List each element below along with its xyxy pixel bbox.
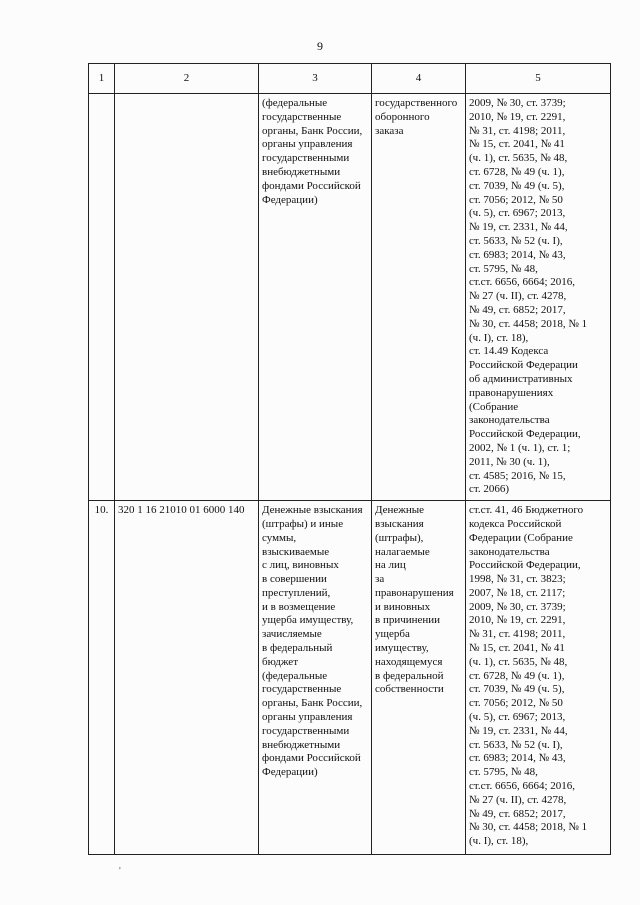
budget-code-cell: 320 1 16 21010 01 6000 140 (115, 501, 259, 855)
page-number: 9 (317, 39, 323, 53)
header-col-1: 1 (89, 64, 115, 94)
table-header-row (89, 64, 611, 94)
legal-basis-cell: 2009, № 30, ст. 3739; 2010, № 19, ст. 2291, № 31, ст. 4198; 2011, № 15, ст. 2041, № 41 (ч. 1), ст. 5635, № 48, ст. 6728, № 49 (ч. 1), ст. 7039, № 49 (ч. 5), ст. 7056; 2012, № 50 (ч. 5), ст. 6967; 2013, № 19, ст. 2331, № 44, ст. 5633, № 52 (ч. I), ст. 6983; 2014, № 43, ст. 5795, № 48, ст.ст. 6656, 6664; 2016, № 27 (ч. II), ст. 4278, № 49, ст. 6852; 2017, № 30, ст. 4458; 2018, № 1 (ч. I), ст. 18), ст. 14.49 Кодекса Российской Федерации об административных правонарушениях (Собрание законодательства Российской Федерации, 2002, № 1 (ч. 1), ст. 1; 2011, № 30 (ч. 1), ст. 4585; 2016, № 15, ст. 2066) (466, 94, 611, 501)
revenue-name-cell: (федеральные государственные органы, Банк России, органы управления государственными внебюджетными фондами Российской Федерации) (259, 94, 372, 501)
revenue-name-cell: Денежные взыскания (штрафы) и иные суммы, взыскиваемые с лиц, виновных в совершении преступлений, и в возмещение ущерба имуществу, зачисляемые в федеральный бюджет (федеральные государственные органы, Банк России, органы управления государственными внебюджетными фондами Российской Федерации) (259, 501, 372, 855)
header-col-5: 5 (466, 64, 611, 94)
header-col-2: 2 (115, 64, 259, 94)
header-col-4: 4 (372, 64, 466, 94)
table-row (89, 94, 611, 501)
legal-basis-cell: ст.ст. 41, 46 Бюджетного кодекса Российской Федерации (Собрание законодательства Российской Федерации, 1998, № 31, ст. 3823; 2007, № 18, ст. 2117; 2009, № 30, ст. 3739; 2010, № 19, ст. 2291, № 31, ст. 4198; 2011, № 15, ст. 2041, № 41 (ч. 1), ст. 5635, № 48, ст. 6728, № 49 (ч. 1), ст. 7039, № 49 (ч. 5), ст. 7056; 2012, № 50 (ч. 5), ст. 6967; 2013, № 19, ст. 2331, № 44, ст. 5633, № 52 (ч. I), ст. 6983; 2014, № 43, ст. 5795, № 48, ст.ст. 6656, 6664; 2016, № 27 (ч. II), ст. 4278, № 49, ст. 6852; 2017, № 30, ст. 4458; 2018, № 1 (ч. I), ст. 18), (466, 501, 611, 855)
budget-code-cell (115, 94, 259, 501)
revenue-description-cell: Денежные взыскания (штрафы), налагаемые на лиц за правонарушения и виновных в причинении ущерба имуществу, находящемуся в федеральной собственности (372, 501, 466, 855)
scan-mark: ' (119, 866, 121, 877)
row-number-cell (89, 94, 115, 501)
header-col-3: 3 (259, 64, 372, 94)
document-table (88, 63, 611, 855)
table-row (89, 501, 611, 855)
row-number-cell: 10. (89, 501, 115, 855)
revenue-description-cell: государственного оборонного заказа (372, 94, 466, 501)
